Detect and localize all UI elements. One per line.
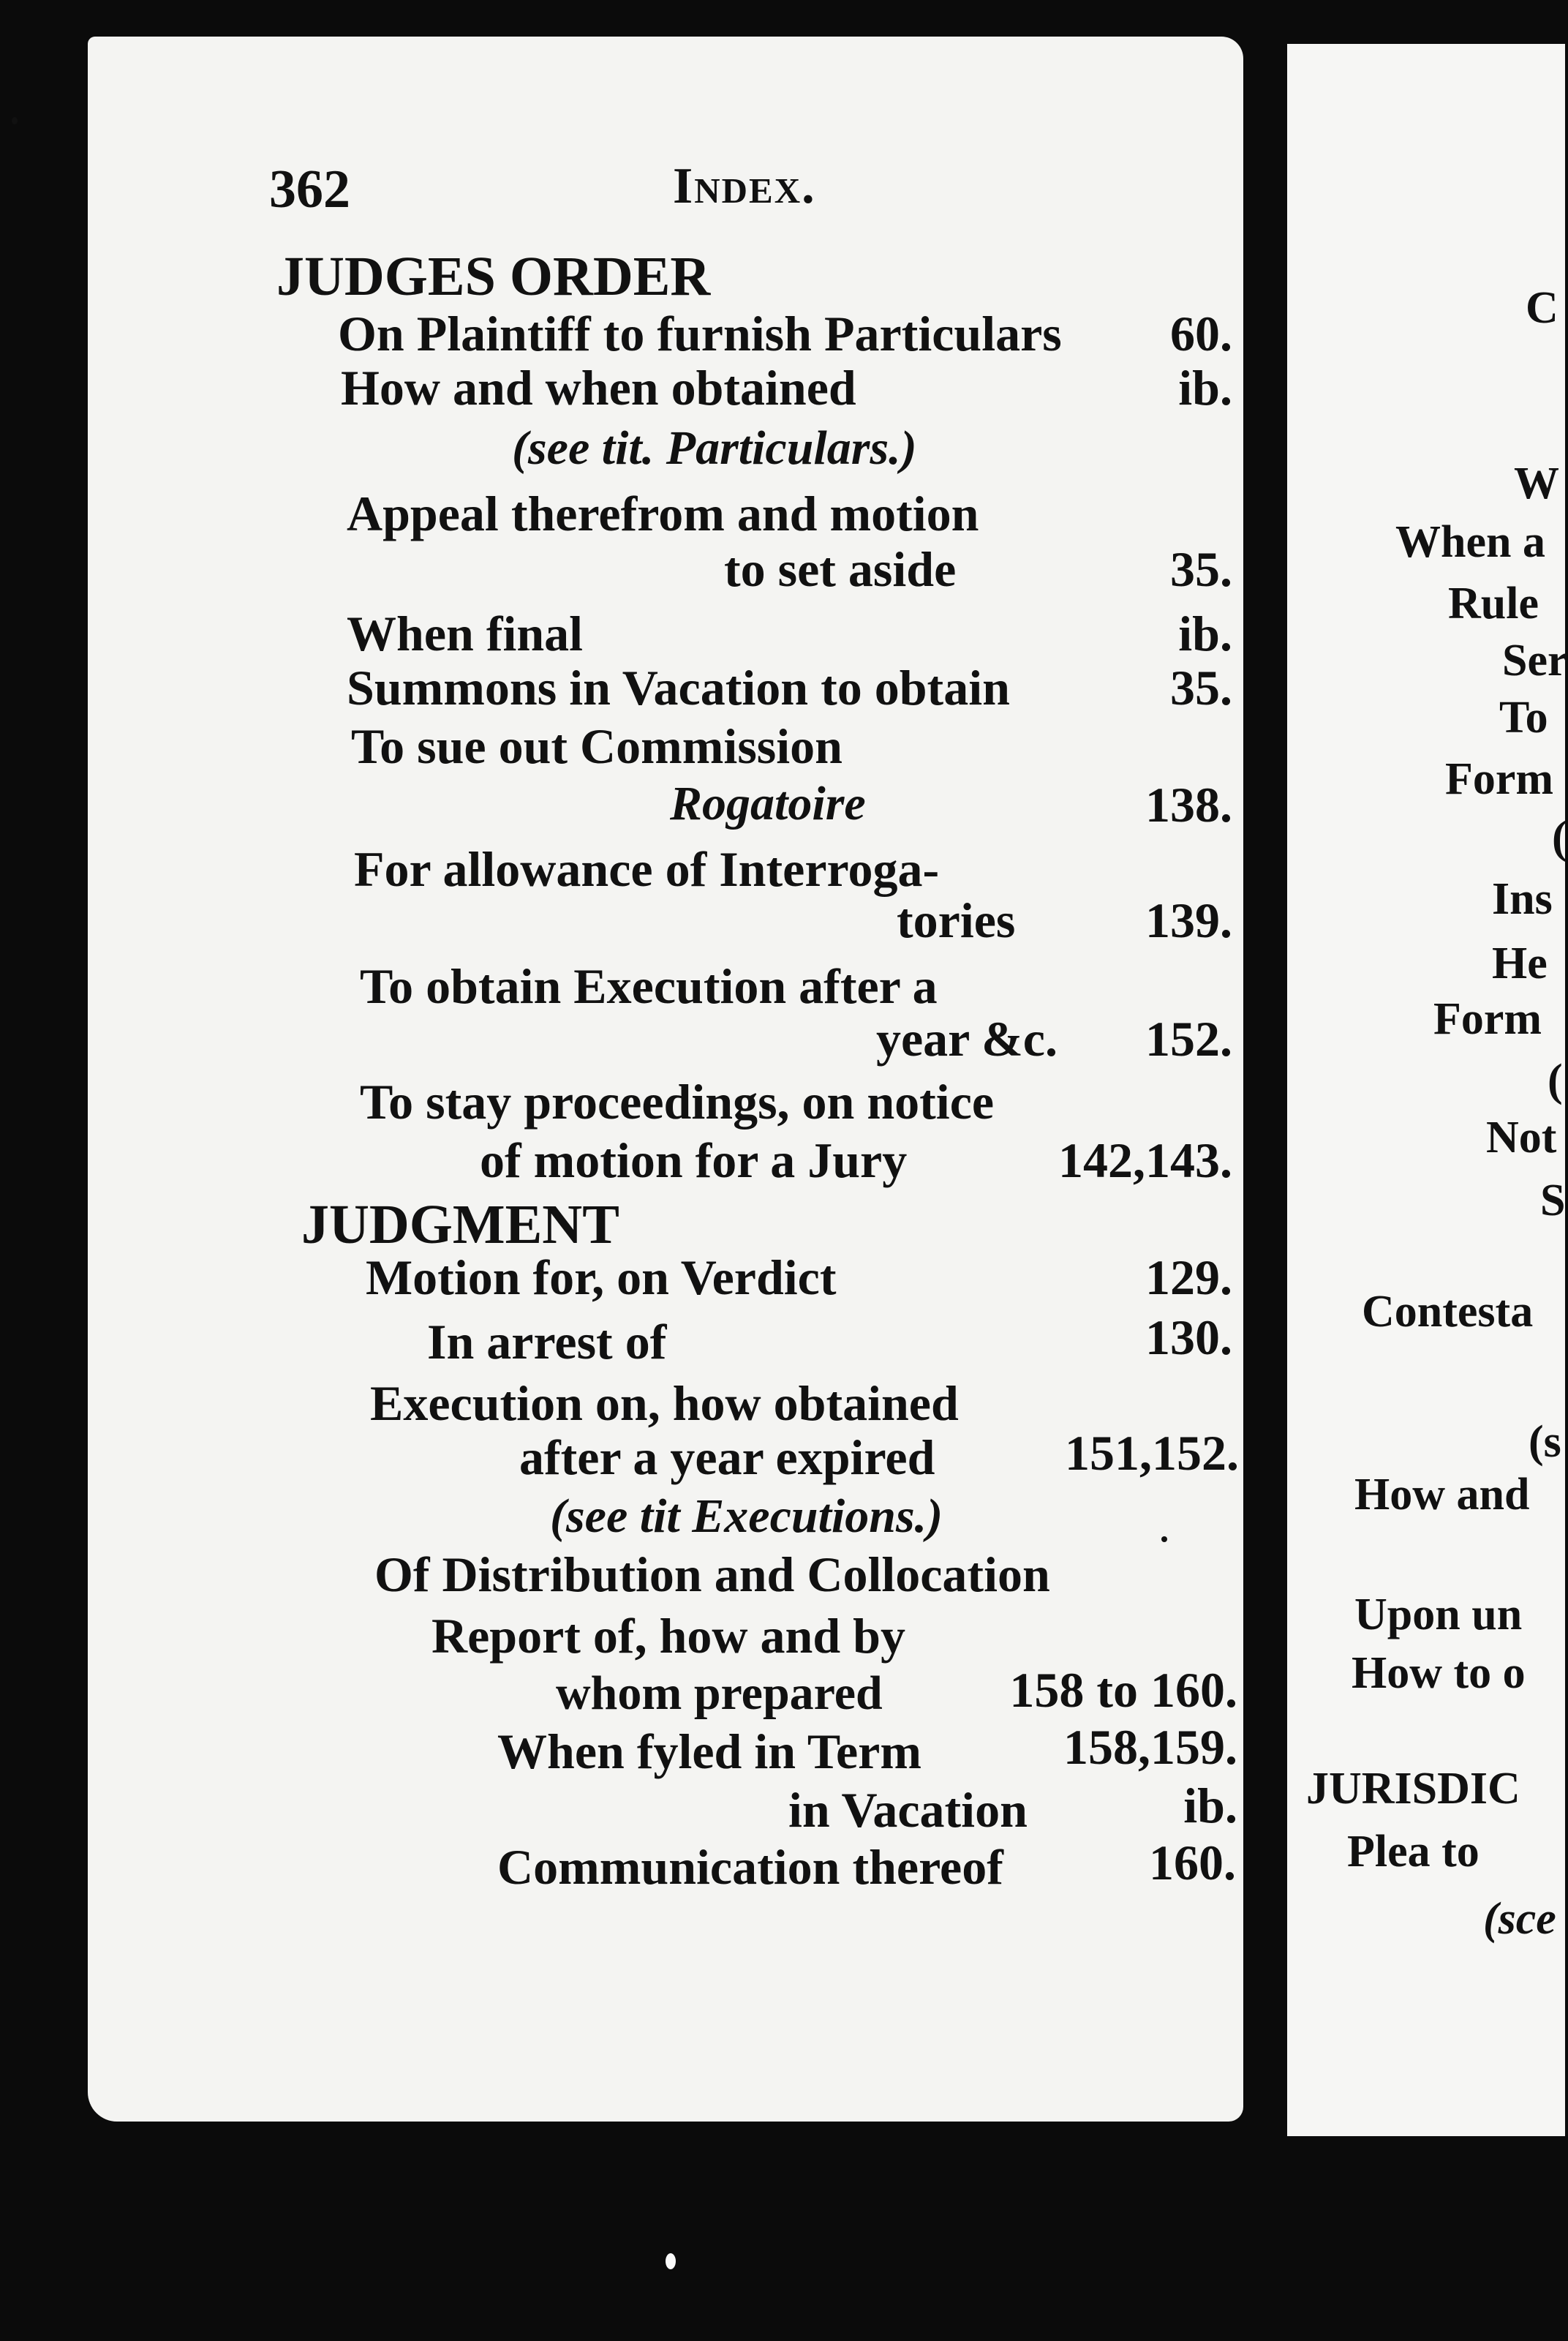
entry-text: to set aside	[724, 541, 957, 597]
entry-page: 129.	[1145, 1250, 1232, 1305]
right-fragment: How to o	[1352, 1648, 1526, 1698]
right-fragment: (	[1552, 813, 1567, 863]
entry-text: Report of, how and by	[431, 1608, 905, 1664]
entry-text: Motion for, on Verdict	[366, 1250, 837, 1305]
entry-text: To stay proceedings, on notice	[360, 1074, 995, 1130]
entry-text: of motion for a Jury	[480, 1132, 908, 1188]
entry-text: tories	[897, 893, 1016, 948]
entry-text: in Vacation	[788, 1782, 1028, 1838]
right-fragment: Form	[1433, 994, 1542, 1044]
entry-text: (see tit Executions.)	[550, 1489, 943, 1543]
entry-page: 158 to 160.	[1009, 1662, 1237, 1718]
right-fragment: Ser	[1502, 636, 1568, 685]
entry-page: 60.	[1170, 306, 1232, 361]
heading-judges-order: JUDGES ORDER	[276, 246, 711, 307]
entry-text: year &c.	[876, 1011, 1058, 1067]
right-fragment: JURISDIC	[1306, 1764, 1520, 1814]
entry-text: Summons in Vacation to obtain	[347, 660, 1010, 715]
entry-page: 158,159.	[1063, 1719, 1237, 1775]
right-fragment: Upon un	[1354, 1590, 1523, 1639]
scan-speck	[12, 117, 18, 124]
scan-speck	[1161, 1536, 1167, 1542]
right-fragment: To	[1499, 693, 1548, 743]
entry-text: For allowance of Interroga-	[354, 841, 940, 897]
heading-judgment: JUDGMENT	[301, 1194, 619, 1255]
right-fragment: He	[1492, 939, 1548, 988]
entry-text: Execution on, how obtained	[370, 1375, 959, 1431]
entry-text: Communication thereof	[497, 1839, 1003, 1895]
right-fragment: Rule	[1448, 579, 1539, 628]
entry-text: In arrest of	[427, 1314, 667, 1369]
entry-page: 35.	[1170, 541, 1232, 597]
entry-text: after a year expired	[519, 1429, 935, 1485]
entry-page: ib.	[1178, 360, 1232, 416]
entry-text: When fyled in Term	[497, 1724, 921, 1779]
entry-text: How and when obtained	[341, 360, 856, 416]
entry-page: 130.	[1145, 1309, 1232, 1365]
entry-page: 139.	[1145, 893, 1232, 948]
right-fragment: Form	[1445, 754, 1554, 804]
entry-text: On Plaintiff to furnish Particulars	[338, 306, 1062, 361]
running-head: Index.	[673, 158, 816, 214]
entry-page: ib.	[1178, 606, 1232, 661]
entry-page: 142,143.	[1058, 1132, 1232, 1188]
right-fragment: W	[1514, 459, 1559, 508]
right-fragment: S	[1540, 1176, 1566, 1225]
right-fragment: How and	[1354, 1470, 1530, 1519]
entry-text: whom prepared	[556, 1666, 883, 1720]
entry-text: Appeal therefrom and motion	[347, 486, 979, 541]
right-fragment: C	[1526, 283, 1558, 333]
right-fragment: (s	[1529, 1417, 1561, 1467]
right-fragment: Not	[1486, 1113, 1557, 1162]
page-number: 362	[269, 159, 350, 219]
scan-speck	[666, 2253, 676, 2269]
entry-text: (see tit. Particulars.)	[512, 421, 917, 475]
entry-text: To obtain Execution after a	[360, 958, 938, 1014]
right-fragment: (	[1548, 1056, 1563, 1105]
entry-text: To sue out Commission	[351, 718, 843, 774]
entry-page: 151,152.	[1065, 1425, 1239, 1481]
entry-text: Of Distribution and Collocation	[374, 1547, 1050, 1602]
entry-text: When final	[347, 606, 584, 661]
entry-page: 138.	[1145, 777, 1232, 833]
right-fragment: Contesta	[1362, 1287, 1534, 1337]
right-fragment: (sce	[1483, 1894, 1556, 1944]
right-fragment: Plea to	[1347, 1827, 1480, 1876]
entry-page: 35.	[1170, 660, 1232, 715]
right-fragment: When a	[1395, 517, 1545, 567]
entry-page: 160.	[1149, 1835, 1236, 1890]
right-page	[1287, 44, 1565, 2136]
entry-text: Rogatoire	[670, 777, 866, 830]
right-fragment: Ins	[1492, 874, 1553, 924]
entry-page: ib.	[1183, 1778, 1237, 1833]
entry-page: 152.	[1145, 1011, 1232, 1067]
